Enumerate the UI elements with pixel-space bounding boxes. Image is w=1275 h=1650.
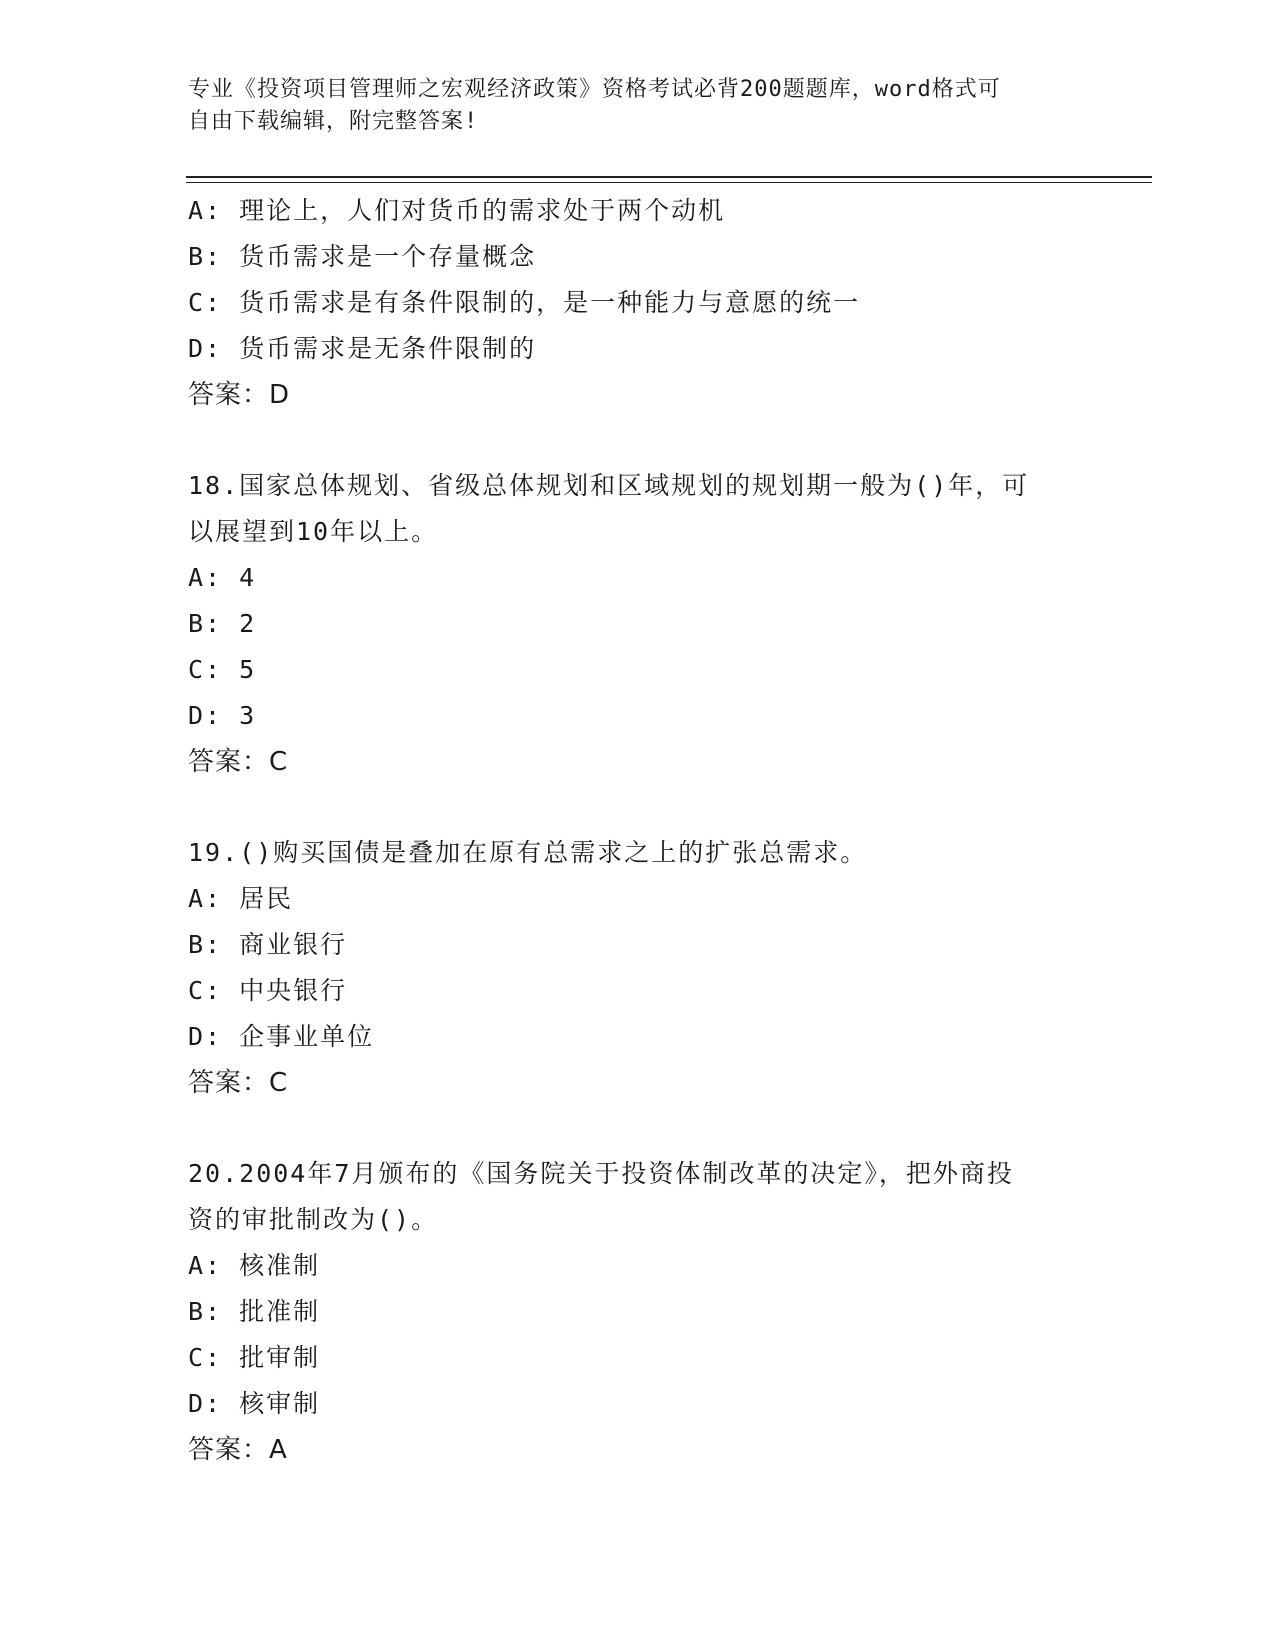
question-stem-line-2: 以展望到10年以上。	[188, 517, 439, 546]
question-stem-line-1: 18.国家总体规划、省级总体规划和区域规划的规划期一般为()年，可	[188, 471, 1030, 500]
option-d: D: 3	[188, 701, 257, 730]
option-d: D: 货币需求是无条件限制的	[188, 334, 537, 363]
option-a: A: 核准制	[188, 1251, 321, 1280]
option-d: D: 核审制	[188, 1389, 321, 1418]
answer: 答案：C	[188, 747, 289, 777]
header-divider-top	[186, 176, 1152, 178]
question-block	[188, 830, 1108, 1106]
option-a: A: 理论上，人们对货币的需求处于两个动机	[188, 196, 726, 225]
option-b: B: 商业银行	[188, 930, 348, 959]
answer: 答案：D	[188, 380, 291, 410]
option-a: A: 4	[188, 563, 257, 592]
question-spacer	[188, 1106, 1108, 1151]
question-block	[188, 1151, 1108, 1473]
answer: 答案：A	[188, 1435, 288, 1465]
header-divider-bottom	[186, 182, 1152, 183]
question-spacer	[188, 418, 1108, 463]
option-a: A: 居民	[188, 884, 294, 913]
question-spacer	[188, 785, 1108, 830]
question-list	[188, 188, 1108, 1473]
question-block	[188, 463, 1108, 785]
question-stem-line-2: 资的审批制改为()。	[188, 1205, 439, 1234]
option-c: C: 批审制	[188, 1343, 321, 1372]
header-line-2: 自由下载编辑，附完整答案!	[188, 109, 479, 134]
option-c: C: 5	[188, 655, 257, 684]
answer: 答案：C	[188, 1068, 289, 1098]
option-c: C: 中央银行	[188, 976, 348, 1005]
option-c: C: 货币需求是有条件限制的，是一种能力与意愿的统一	[188, 288, 861, 317]
document-header	[188, 74, 1068, 138]
question-stem-line-1: 20.2004年7月颁布的《国务院关于投资体制改革的决定》，把外商投	[188, 1159, 1014, 1188]
option-b: B: 批准制	[188, 1297, 321, 1326]
option-b: B: 2	[188, 609, 257, 638]
option-b: B: 货币需求是一个存量概念	[188, 242, 537, 271]
question-stem-line-1: 19.()购买国债是叠加在原有总需求之上的扩张总需求。	[188, 838, 868, 867]
header-line-1: 专业《投资项目管理师之宏观经济政策》资格考试必背200题题库，word格式可	[188, 77, 1001, 102]
question-block	[188, 188, 1108, 418]
option-d: D: 企事业单位	[188, 1022, 375, 1051]
